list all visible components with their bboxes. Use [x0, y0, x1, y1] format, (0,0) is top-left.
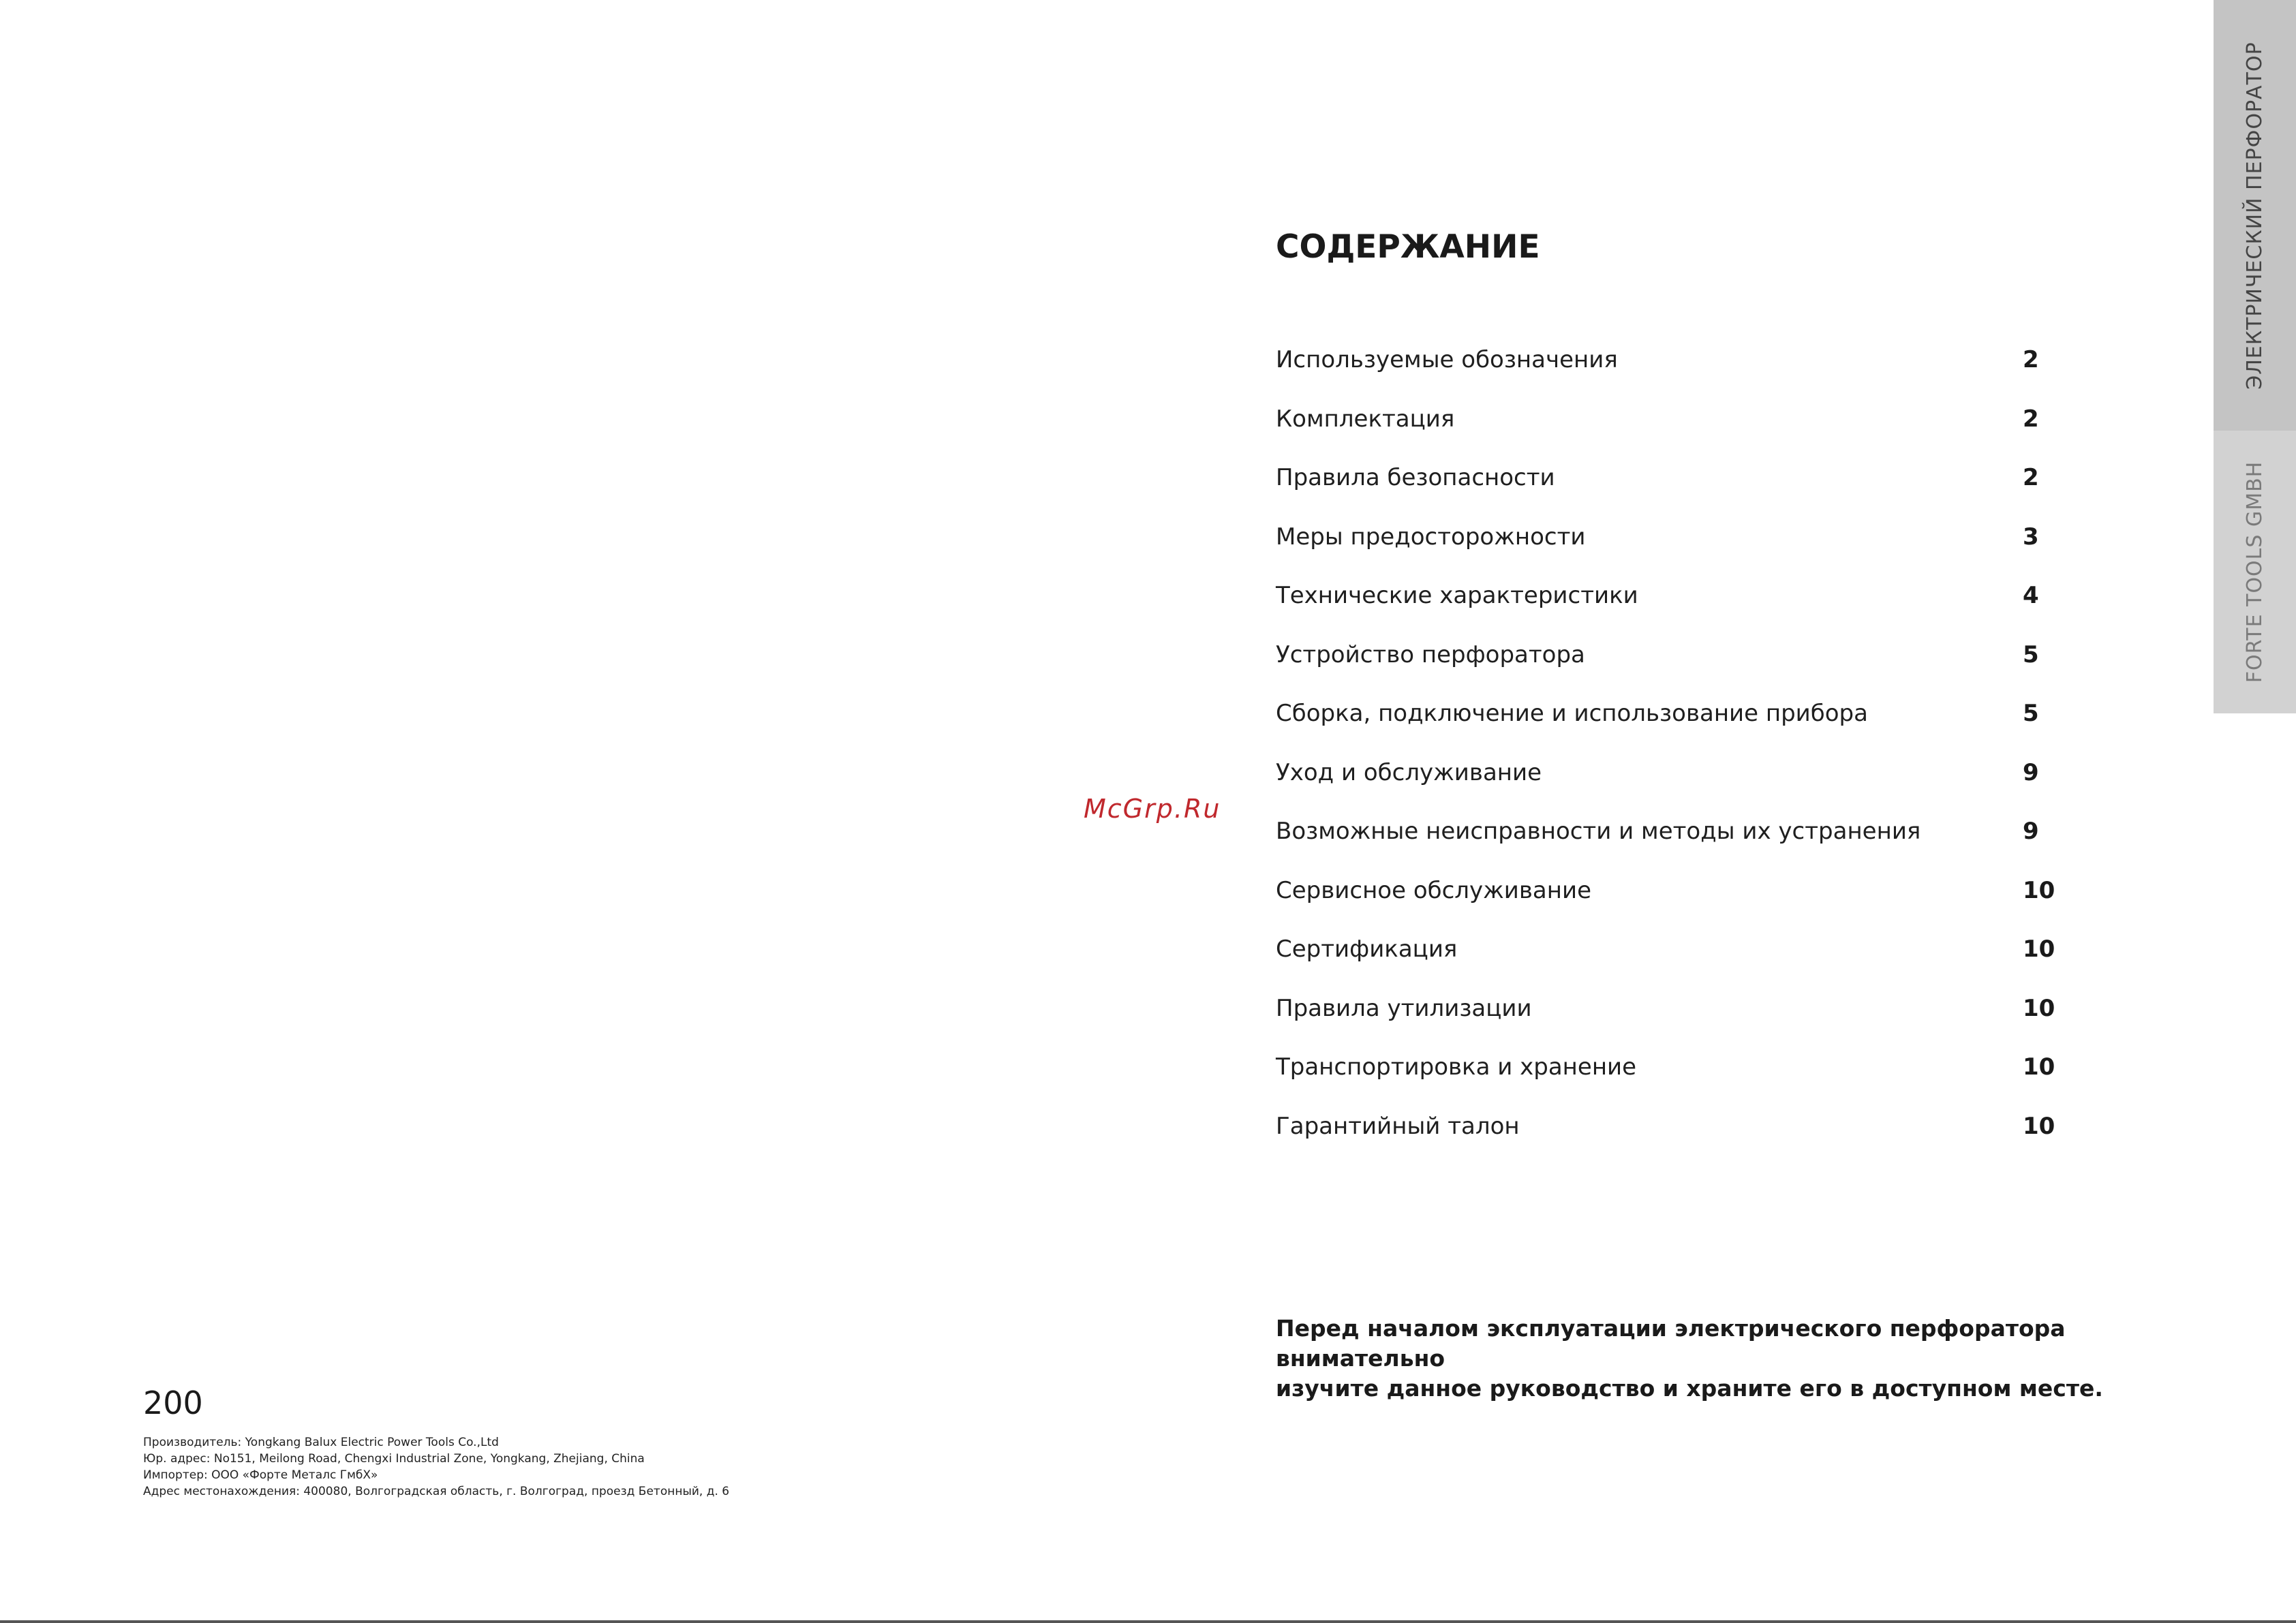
toc-item-page: 10	[2023, 1112, 2055, 1140]
toc-item-page: 2	[2023, 464, 2039, 491]
toc-item-label: Правила безопасности	[1276, 464, 1555, 491]
manufacturer-info	[143, 1434, 729, 1500]
usage-notice-line-1: Перед началом эксплуатации электрического перфоратора внимательно	[1276, 1315, 2066, 1372]
toc-item-page: 10	[2023, 1053, 2055, 1081]
toc-row	[1276, 754, 2060, 813]
toc-item-label: Меры предосторожности	[1276, 523, 1586, 551]
table-of-contents	[1276, 341, 2060, 1166]
toc-row	[1276, 636, 2060, 695]
usage-notice	[1276, 1314, 2182, 1404]
toc-item-page: 10	[2023, 936, 2055, 963]
toc-row	[1276, 1107, 2060, 1166]
toc-row	[1276, 694, 2060, 754]
toc-item-label: Сборка, подключение и использование прибора	[1276, 700, 1868, 727]
manufacturer-line: Производитель: Yongkang Balux Electric Power Tools Co.,Ltd	[143, 1436, 499, 1449]
toc-row	[1276, 576, 2060, 636]
side-tab-brand-label: FORTE TOOLS GMBH	[2243, 461, 2267, 683]
toc-row	[1276, 930, 2060, 989]
bottom-divider	[0, 1620, 2296, 1623]
toc-row	[1276, 989, 2060, 1049]
toc-item-page: 3	[2023, 523, 2039, 551]
toc-row	[1276, 459, 2060, 518]
toc-item-page: 2	[2023, 405, 2039, 433]
page-number: 200	[143, 1385, 203, 1421]
toc-row	[1276, 812, 2060, 871]
toc-item-page: 4	[2023, 582, 2039, 609]
toc-item-label: Используемые обозначения	[1276, 346, 1618, 373]
toc-item-page: 2	[2023, 346, 2039, 373]
toc-item-page: 5	[2023, 640, 2039, 668]
toc-title: СОДЕРЖАНИЕ	[1276, 228, 1540, 266]
toc-item-page: 10	[2023, 876, 2055, 904]
toc-item-page: 5	[2023, 700, 2039, 727]
toc-row	[1276, 518, 2060, 577]
toc-item-label: Транспортировка и хранение	[1276, 1053, 1637, 1081]
toc-item-page: 9	[2023, 818, 2039, 845]
watermark: McGrp.Ru	[1084, 794, 1221, 824]
toc-row	[1276, 1048, 2060, 1107]
toc-item-page: 9	[2023, 758, 2039, 786]
importer-line: Импортер: ООО «Форте Металс ГмбХ»	[143, 1468, 378, 1482]
toc-row	[1276, 341, 2060, 400]
location-line: Адрес местонахождения: 400080, Волгоградская область, г. Волгоград, проезд Бетонный, д. 6	[143, 1485, 730, 1498]
legal-address-line: Юр. адрес: No151, Meilong Road, Chengxi Industrial Zone, Yongkang, Zhejiang, China	[143, 1452, 645, 1466]
toc-item-label: Уход и обслуживание	[1276, 758, 1542, 786]
toc-item-label: Комплектация	[1276, 405, 1455, 433]
toc-item-label: Сервисное обслуживание	[1276, 876, 1591, 904]
toc-item-label: Устройство перфоратора	[1276, 640, 1585, 668]
toc-row	[1276, 400, 2060, 459]
toc-item-label: Сертификация	[1276, 936, 1458, 963]
toc-row	[1276, 871, 2060, 931]
toc-item-label: Возможные неисправности и методы их устранения	[1276, 818, 1921, 845]
toc-item-label: Правила утилизации	[1276, 994, 1532, 1022]
side-tab-product	[2214, 0, 2296, 431]
toc-item-page: 10	[2023, 994, 2055, 1022]
toc-item-label: Гарантийный талон	[1276, 1112, 1520, 1140]
toc-item-label: Технические характеристики	[1276, 582, 1638, 609]
usage-notice-line-2: изучите данное руководство и храните его в доступном месте.	[1276, 1375, 2103, 1402]
side-tab-brand	[2214, 431, 2296, 713]
side-tab-product-label: ЭЛЕКТРИЧЕСКИЙ ПЕРФОРАТОР	[2243, 41, 2267, 390]
